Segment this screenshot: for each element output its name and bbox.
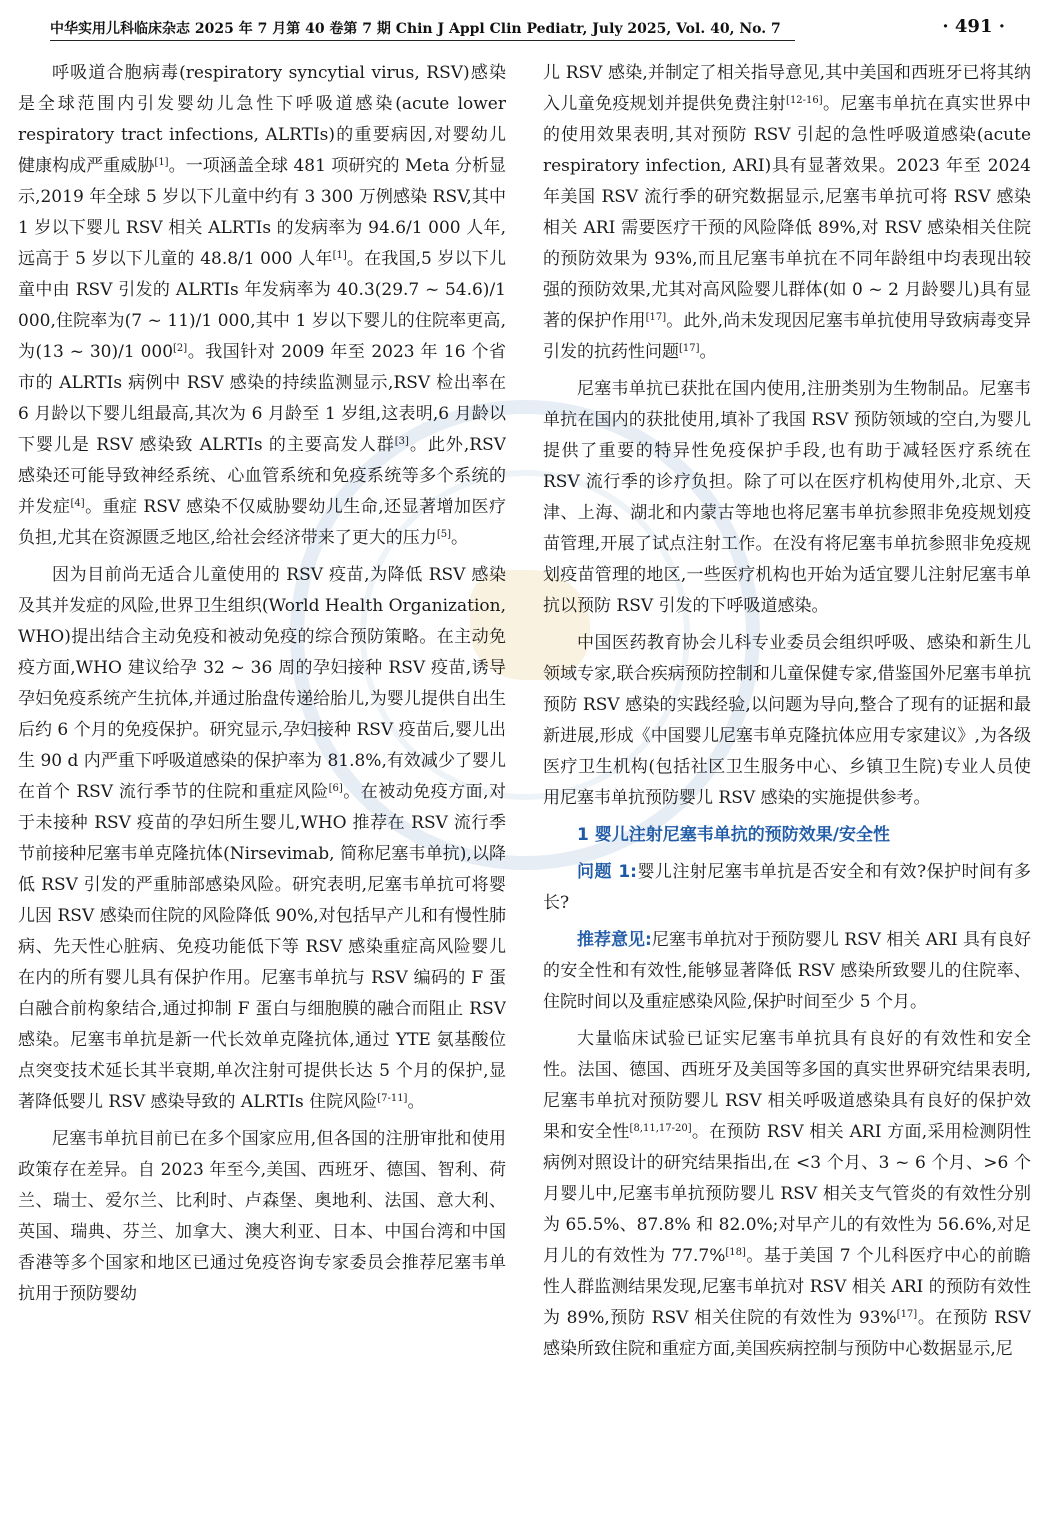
question-label: 问题 1: [577,862,637,882]
page-number: · 491 · [942,16,1005,37]
running-header [50,16,1005,40]
paragraph-continued: 儿 RSV 感染,并制定了相关指导意见,其中美国和西班牙已将其纳入儿童免疫规划并提供免费注射[12-16]。尼塞韦单抗在真实世界中的使用效果表明,其对预防 RSV 引起的急性呼吸道感染(acute respiratory infection, ARI)具有显著效果。2023 年至 2024 年美国 RSV 流行季的研究数据显示,尼塞韦单抗可将 RSV 感染相关 ARI 需要医疗干预的风险降低 89%,对 RSV 感染相关住院的预防效果为 93%,而且尼塞韦单抗在不同年龄组中均表现出较强的预防效果,尤其对高风险婴儿群体(如 0 ~ 2 月龄婴儿)具有显著的保护作用[17]。此外,尚未发现因尼塞韦单抗使用导致病毒变异引发的抗药性问题[17]。 [543,63,1031,362]
paragraph: 因为目前尚无适合儿童使用的 RSV 疫苗,为降低 RSV 感染及其并发症的风险,世界卫生组织(World Health Organization, WHO)提出结合主动免疫和被动免疫的综合预防策略。在主动免疫方面,WHO 建议给孕 32 ~ 36 周的孕妇接种 RSV 疫苗,诱导孕妇免疫系统产生抗体,并通过胎盘传递给胎儿,为婴儿提供自出生后约 6 个月的免疫保护。研究显示,孕妇接种 RSV 疫苗后,婴儿出生 90 d 内严重下呼吸道感染的保护率为 81.8%,有效减少了婴儿在首个 RSV 流行季节的住院和重症风险[6]。在被动免疫方面,对于未接种 RSV 疫苗的孕妇所生婴儿,WHO 推荐在 RSV 流行季节前接种尼塞韦单克隆抗体(Nirsevimab, 简称尼塞韦单抗),以降低 RSV 引发的严重肺部感染风险。研究表明,尼塞韦单抗可将婴儿因 RSV 感染而住院的风险降低 90%,对包括早产儿和有慢性肺病、先天性心脏病、免疫功能低下等 RSV 感染重症高风险婴儿在内的所有婴儿具有保护作用。尼塞韦单抗与 RSV 编码的 F 蛋白融合前构象结合,通过抑制 F 蛋白与细胞膜的融合而阻止 RSV 感染。尼塞韦单抗是新一代长效单克隆抗体,通过 YTE 氨基酸位点突变技术延长其半衰期,单次注射可提供长达 5 个月的保护,显著降低婴儿 RSV 感染导致的 ALRTIs 住院风险[7-11]。 [18,565,506,1112]
paragraph: 尼塞韦单抗已获批在国内使用,注册类别为生物制品。尼塞韦单抗在国内的获批使用,填补了我国 RSV 预防领域的空白,为婴儿提供了重要的特异性免疫保护手段,也有助于减轻医疗系统在 RSV 流行季的诊疗负担。除了可以在医疗机构使用外,北京、天津、上海、湖北和内蒙古等地也将尼塞韦单抗参照非免疫规划疫苗管理,开展了试点注射工作。在没有将尼塞韦单抗参照非免疫规划疫苗管理的地区,一些医疗机构也开始为适宜婴儿注射尼塞韦单抗以预防 RSV 引发的下呼吸道感染。 [543,379,1031,616]
paragraph: 中国医药教育协会儿科专业委员会组织呼吸、感染和新生儿领域专家,联合疾病预防控制和儿童保健专家,借鉴国外尼塞韦单抗预防 RSV 感染的实践经验,以问题为导向,整合了现有的证据和最新进展,形成《中国婴儿尼塞韦单克隆抗体应用专家建议》,为各级医疗卫生机构(包括社区卫生服务中心、乡镇卫生院)专业人员使用尼塞韦单抗预防婴儿 RSV 感染的实施提供参考。 [543,633,1031,808]
section-heading: 1 婴儿注射尼塞韦单抗的预防效果/安全性 [577,825,890,845]
left-column [18,58,506,1518]
recommendation-label: 推荐意见: [577,930,652,950]
right-column [543,58,1031,1518]
question-paragraph: 问题 1:婴儿注射尼塞韦单抗是否安全和有效?保护时间有多长? [543,862,1031,913]
header-rule [50,40,795,41]
paragraph: 大量临床试验已证实尼塞韦单抗具有良好的有效性和安全性。法国、德国、西班牙及美国等多国的真实世界研究结果表明,尼塞韦单抗对预防婴儿 RSV 相关呼吸道感染具有良好的保护效果和安全性[8,11,17-20]。在预防 RSV 相关 ARI 方面,采用检测阴性病例对照设计的研究结果指出,在 <3 个月、3 ~ 6 个月、>6 个月婴儿中,尼塞韦单抗预防婴儿 RSV 相关支气管炎的有效性分别为 65.5%、87.8% 和 82.0%;对早产儿的有效性为 56.6%,对足月儿的有效性为 77.7%[18]。基于美国 7 个儿科医疗中心的前瞻性人群监测结果发现,尼塞韦单抗对 RSV 相关 ARI 的预防有效性为 89%,预防 RSV 相关住院的有效性为 93%[17]。在预防 RSV 感染所致住院和重症方面,美国疾病控制与预防中心数据显示,尼 [543,1029,1031,1359]
journal-citation: 中华实用儿科临床杂志 2025 年 7 月第 40 卷第 7 期 Chin J Appl Clin Pediatr, July 2025, Vol. 40, No. 7 [50,21,781,37]
recommendation-paragraph: 推荐意见:尼塞韦单抗对于预防婴儿 RSV 相关 ARI 具有良好的安全性和有效性,能够显著降低 RSV 感染所致婴儿的住院率、住院时间以及重症感染风险,保护时间至少 5 个月。 [543,930,1031,1012]
paragraph: 尼塞韦单抗目前已在多个国家应用,但各国的注册审批和使用政策存在差异。自 2023 年至今,美国、西班牙、德国、智利、荷兰、瑞士、爱尔兰、比利时、卢森堡、奥地利、法国、意大利、英国、瑞典、芬兰、加拿大、澳大利亚、日本、中国台湾和中国香港等多个国家和地区已通过免疫咨询专家委员会推荐尼塞韦单抗用于预防婴幼 [18,1129,506,1304]
paragraph: 呼吸道合胞病毒(respiratory syncytial virus, RSV)感染是全球范围内引发婴幼儿急性下呼吸道感染(acute lower respiratory tract infections, ALRTIs)的重要病因,对婴幼儿健康构成严重威胁[1]。一项涵盖全球 481 项研究的 Meta 分析显示,2019 年全球 5 岁以下儿童中约有 3 300 万例感染 RSV,其中 1 岁以下婴儿 RSV 相关 ALRTIs 的发病率为 94.6/1 000 人年,远高于 5 岁以下儿童的 48.8/1 000 人年[1]。在我国,5 岁以下儿童中由 RSV 引发的 ALRTIs 年发病率为 40.3(29.7 ~ 54.6)/1 000,住院率为(7 ~ 11)/1 000,其中 1 岁以下婴儿的住院率更高,为(13 ~ 30)/1 000[2]。我国针对 2009 年至 2023 年 16 个省市的 ALRTIs 病例中 RSV 感染的持续监测显示,RSV 检出率在 6 月龄以下婴儿组最高,其次为 6 月龄至 1 岁组,这表明,6 月龄以下婴儿是 RSV 感染致 ALRTIs 的主要高发人群[3]。此外,RSV 感染还可能导致神经系统、心血管系统和免疫系统等多个系统的并发症[4]。重症 RSV 感染不仅威胁婴幼儿生命,还显著增加医疗负担,尤其在资源匮乏地区,给社会经济带来了更大的压力[5]。 [18,63,506,548]
